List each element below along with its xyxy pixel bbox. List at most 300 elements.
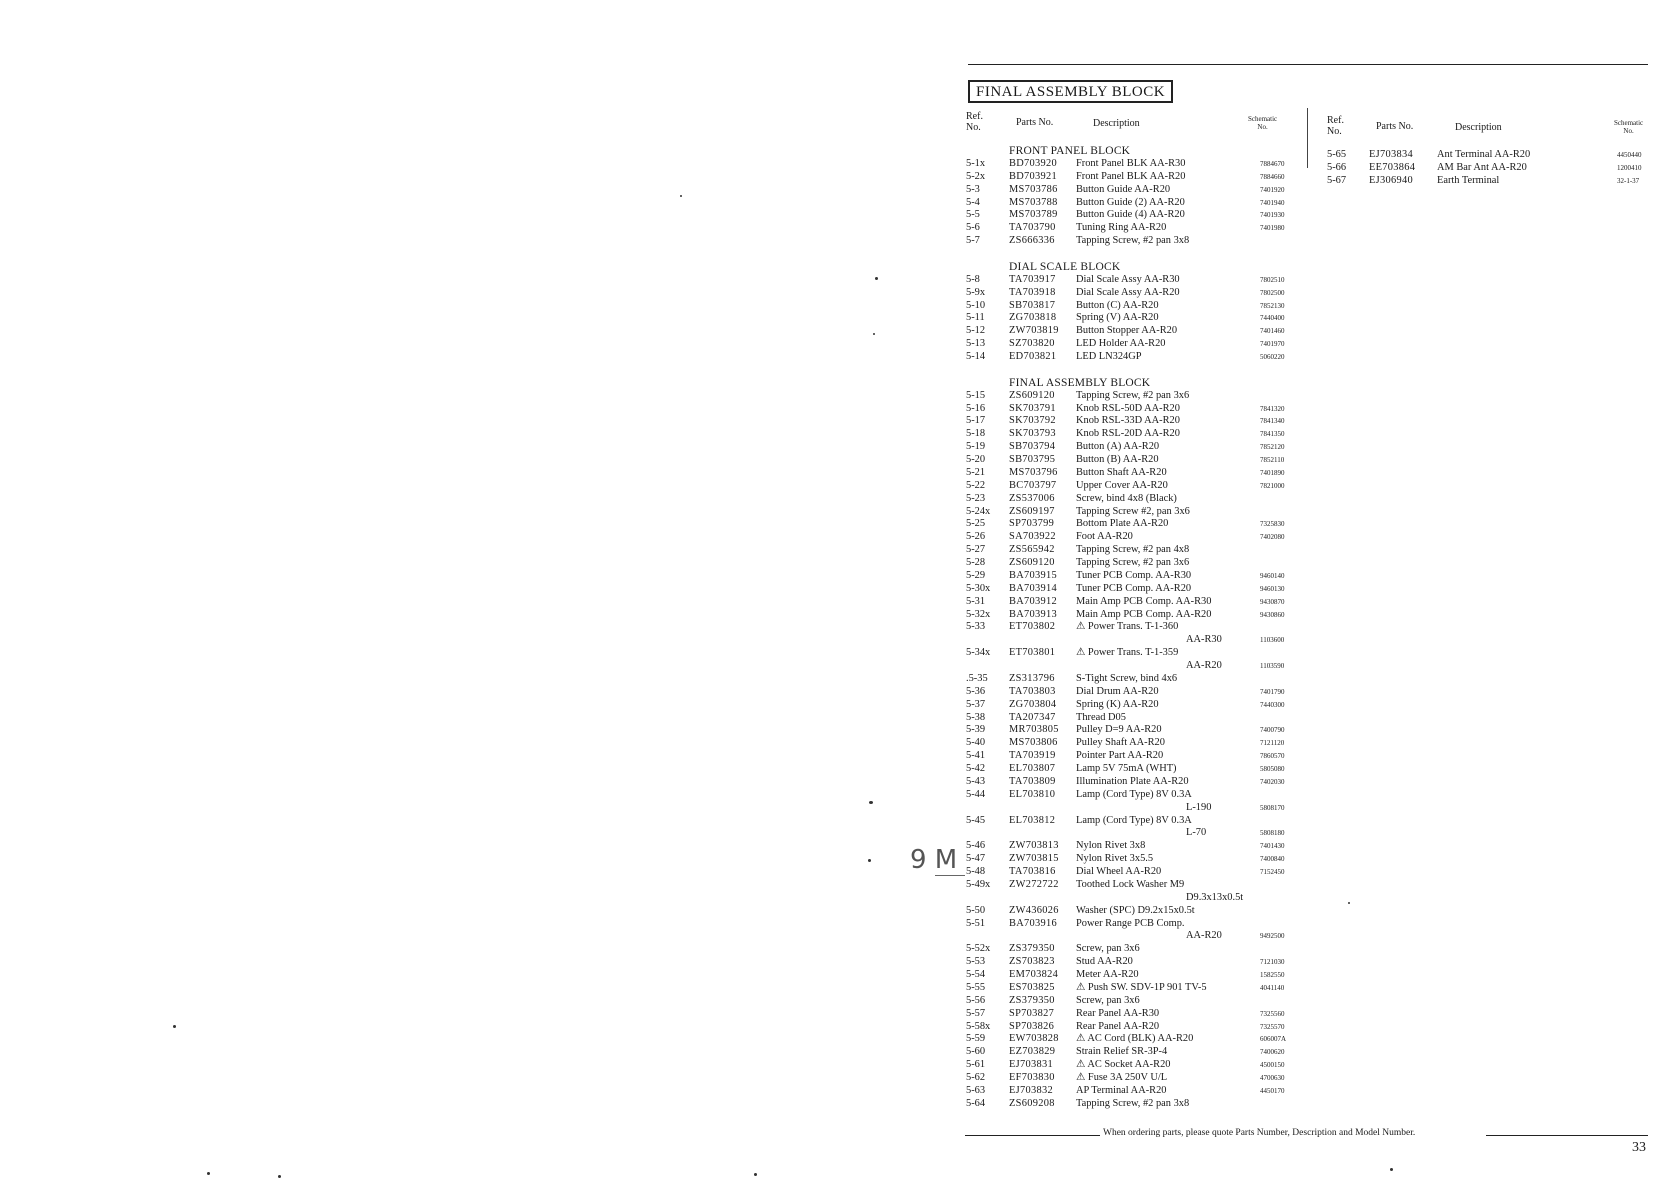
part-number: EL703812	[1009, 814, 1056, 826]
part-number: ZS609120	[1009, 389, 1055, 401]
part-description: Knob RSL-20D AA-R20	[1076, 428, 1180, 440]
schematic-number: 5808170	[1260, 803, 1285, 812]
table-row	[966, 647, 1296, 660]
part-description: Pointer Part AA-R20	[1076, 750, 1164, 762]
part-number: EJ703832	[1009, 1084, 1053, 1096]
ref-number: 5-53	[966, 956, 986, 968]
table-row	[966, 763, 1296, 776]
ref-number: 5-29	[966, 569, 986, 581]
table-row	[966, 583, 1296, 596]
ref-number: 5-18	[966, 428, 986, 440]
table-row	[966, 712, 1296, 725]
description-continuation: AA-R20	[1186, 930, 1222, 942]
schematic-number: 7401460	[1260, 327, 1285, 336]
part-description: ⚠ Fuse 3A 250V U/L	[1076, 1072, 1168, 1083]
table-row	[966, 209, 1296, 222]
part-description: Screw, pan 3x6	[1076, 994, 1140, 1006]
header-desc-right: Description	[1455, 122, 1502, 133]
ref-number: 5-11	[966, 312, 985, 324]
schematic-number: 7440300	[1260, 700, 1285, 709]
table-row	[966, 660, 1296, 673]
part-number: BA703916	[1009, 917, 1058, 929]
part-description: Earth Terminal	[1437, 174, 1500, 186]
ref-number: 5-14	[966, 351, 986, 362]
table-row	[966, 441, 1296, 454]
table-row	[1327, 175, 1657, 188]
schematic-number: 7121030	[1260, 958, 1285, 967]
part-description: Tapping Screw, #2 pan 3x6	[1076, 557, 1190, 568]
ref-number: 5-3	[966, 183, 980, 195]
part-number: ZS537006	[1009, 492, 1055, 504]
ref-number: .5-35	[966, 672, 988, 684]
table-row	[966, 853, 1296, 866]
part-number: MR703805	[1009, 724, 1059, 736]
scan-speck	[754, 1173, 757, 1176]
ref-number: 5-26	[966, 531, 986, 543]
part-number: ZG703818	[1009, 312, 1057, 324]
ref-number: 5-19	[966, 441, 986, 453]
schematic-number: 7401890	[1260, 468, 1285, 477]
schematic-number: 32-1-37	[1617, 176, 1640, 185]
part-number: BA703912	[1009, 595, 1058, 607]
part-number: SZ703820	[1009, 338, 1055, 350]
table-row	[966, 905, 1296, 918]
scan-speck	[873, 333, 875, 335]
part-description: Foot AA-R20	[1076, 531, 1133, 543]
schematic-number: 4450170	[1260, 1086, 1285, 1095]
part-description: Screw, bind 4x8 (Black)	[1076, 492, 1177, 504]
schematic-number: 7400790	[1260, 726, 1285, 735]
ref-number: 5-13	[966, 338, 986, 350]
schematic-number: 7401970	[1260, 340, 1285, 349]
section-heading-row	[966, 145, 1296, 158]
part-number: BA703913	[1009, 608, 1058, 620]
schematic-number: 7402080	[1260, 533, 1285, 542]
ref-number: 5-31	[966, 595, 986, 607]
table-row	[966, 673, 1296, 686]
ref-number: 5-15	[966, 389, 986, 401]
schematic-number: 9460130	[1260, 584, 1285, 593]
ref-number: 5-8	[966, 273, 980, 285]
part-description: Main Amp PCB Comp. AA-R30	[1076, 595, 1212, 607]
part-description: Button (B) AA-R20	[1076, 454, 1159, 465]
part-number: ZS379350	[1009, 994, 1055, 1006]
schematic-number: 9460140	[1260, 571, 1285, 580]
ref-number: 5-45	[966, 814, 986, 826]
schematic-number: 7440400	[1260, 314, 1285, 323]
part-description: Screw, pan 3x6	[1076, 943, 1140, 955]
table-row	[966, 918, 1296, 931]
schematic-number: 5805080	[1260, 765, 1285, 773]
column-divider	[1307, 108, 1308, 168]
part-number: ET703801	[1009, 647, 1056, 659]
ref-number: 5-64	[966, 1097, 986, 1109]
part-description: Thread D05	[1076, 711, 1126, 723]
part-number: MS703786	[1009, 183, 1058, 195]
part-description: Dial Scale Assy AA-R30	[1076, 273, 1180, 285]
scan-speck	[1348, 902, 1350, 904]
part-number: TA207347	[1009, 711, 1056, 723]
schematic-number: 7841340	[1260, 417, 1285, 426]
table-row	[966, 699, 1296, 712]
schematic-number: 7152450	[1260, 868, 1285, 876]
ref-number: 5-2x	[966, 170, 986, 182]
part-number: TA703918	[1009, 286, 1056, 298]
part-description: Front Panel BLK AA-R20	[1076, 170, 1186, 182]
table-row	[966, 570, 1296, 583]
schematic-number: 7401980	[1260, 224, 1285, 233]
ref-number: 5-5	[966, 209, 980, 221]
ref-number: 5-66	[1327, 161, 1347, 173]
schematic-number: 1103590	[1260, 662, 1285, 670]
part-description: Tuning Ring AA-R20	[1076, 222, 1167, 234]
table-row	[966, 686, 1296, 699]
footer-rule-left	[965, 1135, 1100, 1136]
part-number: EL703810	[1009, 788, 1056, 800]
schematic-number: 9430860	[1260, 610, 1285, 619]
ref-number: 5-63	[966, 1084, 986, 1096]
part-number: SP703826	[1009, 1020, 1055, 1032]
ref-number: 5-40	[966, 737, 986, 749]
part-number: BD703920	[1009, 157, 1058, 169]
part-number: SK703793	[1009, 428, 1056, 440]
ref-number: 5-23	[966, 492, 986, 504]
table-row	[966, 557, 1296, 570]
handwritten-underline	[935, 875, 965, 876]
part-description: Tapping Screw, #2 pan 3x6	[1076, 389, 1190, 401]
ref-number: 5-16	[966, 402, 986, 414]
footer-note: When ordering parts, please quote Parts Number, Description and Model Number.	[1103, 1128, 1416, 1138]
schematic-number: 7852120	[1260, 443, 1285, 452]
description-continuation: D9.3x13x0.5t	[1186, 891, 1244, 903]
ref-number: 5-49x	[966, 878, 991, 890]
part-description: Ant Terminal AA-R20	[1437, 149, 1531, 160]
part-number: ZG703804	[1009, 698, 1057, 710]
part-number: ZS703823	[1009, 956, 1055, 968]
table-row	[966, 943, 1296, 956]
ref-number: 5-37	[966, 698, 986, 710]
ref-number: 5-43	[966, 775, 986, 787]
table-row	[966, 235, 1296, 248]
table-row	[966, 892, 1296, 905]
table-row	[966, 956, 1296, 969]
table-row	[966, 982, 1296, 995]
page-title: FINAL ASSEMBLY BLOCK	[968, 80, 1173, 103]
ref-number: 5-36	[966, 685, 986, 697]
table-row	[966, 995, 1296, 1008]
ref-number: 5-44	[966, 788, 986, 800]
part-number: MS703796	[1009, 466, 1058, 478]
part-description: Button Guide (4) AA-R20	[1076, 209, 1185, 221]
part-description: Toothed Lock Washer M9	[1076, 878, 1185, 890]
table-row	[966, 351, 1296, 364]
description-continuation: AA-R20	[1186, 660, 1222, 671]
table-row	[966, 737, 1296, 750]
section-heading-row	[966, 261, 1296, 274]
description-continuation: L-70	[1186, 827, 1207, 839]
ref-number: 5-59	[966, 1033, 986, 1045]
part-description: AP Terminal AA-R20	[1076, 1084, 1167, 1096]
ref-number: 5-46	[966, 840, 986, 852]
part-description: Illumination Plate AA-R20	[1076, 775, 1189, 787]
part-number: ZS609197	[1009, 505, 1055, 517]
part-description: Tapping Screw, #2 pan 3x8	[1076, 1097, 1190, 1109]
ref-number: 5-10	[966, 299, 986, 311]
schematic-number: 4450440	[1617, 151, 1642, 159]
header-sch: Schematic No.	[1248, 115, 1278, 131]
part-number: ZW703813	[1009, 840, 1059, 852]
table-row	[966, 827, 1296, 840]
part-number: EW703828	[1009, 1033, 1059, 1045]
table-row	[1327, 162, 1657, 175]
part-number: TA703790	[1009, 222, 1056, 234]
schematic-number: 7841350	[1260, 430, 1285, 439]
table-row	[966, 390, 1296, 403]
table-row	[966, 531, 1296, 544]
part-number: ZS379350	[1009, 943, 1055, 955]
part-number: ZW436026	[1009, 904, 1059, 916]
table-row	[966, 312, 1296, 325]
part-number: EJ703831	[1009, 1059, 1053, 1071]
ref-number: 5-28	[966, 557, 986, 568]
ref-number: 5-51	[966, 917, 986, 929]
part-description: Meter AA-R20	[1076, 969, 1139, 980]
section-heading-row	[966, 377, 1296, 390]
ref-number: 5-20	[966, 454, 986, 465]
part-description: Power Range PCB Comp.	[1076, 917, 1185, 929]
schematic-number: 7121120	[1260, 739, 1285, 748]
scan-speck	[868, 859, 871, 862]
table-row	[966, 802, 1296, 815]
section-heading: DIAL SCALE BLOCK	[1009, 260, 1121, 273]
table-row	[966, 596, 1296, 609]
part-description: Upper Cover AA-R20	[1076, 479, 1168, 491]
part-description: ⚠ AC Socket AA-R20	[1076, 1059, 1171, 1071]
schematic-number: 9430870	[1260, 597, 1285, 606]
schematic-number: 7841320	[1260, 404, 1285, 413]
ref-number: 5-52x	[966, 943, 991, 955]
part-number: ZW703819	[1009, 325, 1059, 337]
table-row	[966, 1072, 1296, 1085]
part-number: BA703914	[1009, 582, 1058, 594]
table-row	[966, 724, 1296, 737]
header-desc: Description	[1093, 118, 1140, 129]
table-row	[966, 274, 1296, 287]
ref-number: 5-58x	[966, 1020, 991, 1032]
parts-table-left	[966, 145, 1296, 1111]
part-number: SA703922	[1009, 531, 1056, 543]
part-number: BA703915	[1009, 569, 1058, 581]
part-description: Bottom Plate AA-R20	[1076, 518, 1169, 530]
part-description: Knob RSL-33D AA-R20	[1076, 415, 1180, 427]
scan-speck	[1390, 1168, 1393, 1171]
schematic-number: 7325830	[1260, 520, 1285, 529]
part-description: S-Tight Screw, bind 4x6	[1076, 672, 1178, 684]
ref-number: 5-61	[966, 1059, 986, 1071]
ref-number: 5-50	[966, 904, 986, 916]
part-number: SB703794	[1009, 441, 1056, 453]
scan-speck	[173, 1025, 176, 1028]
part-number: SK703792	[1009, 415, 1056, 427]
part-description: AM Bar Ant AA-R20	[1437, 161, 1527, 173]
ref-number: 5-48	[966, 866, 986, 877]
scan-speck	[207, 1172, 210, 1175]
schematic-number: 7821000	[1260, 481, 1285, 490]
header-ref: Ref. No.	[966, 111, 983, 133]
part-description: ⚠ Power Trans. T-1-359	[1076, 647, 1179, 659]
ref-number: 5-32x	[966, 608, 991, 620]
table-row	[966, 866, 1296, 879]
part-number: ET703802	[1009, 621, 1056, 633]
ref-number: 5-30x	[966, 582, 991, 594]
part-description: Pulley D=9 AA-R20	[1076, 724, 1162, 736]
part-description: Main Amp PCB Comp. AA-R20	[1076, 608, 1212, 620]
schematic-number: 7802510	[1260, 275, 1285, 284]
ref-number: 5-67	[1327, 174, 1347, 186]
part-number: EJ703834	[1369, 149, 1413, 160]
schematic-number: 7852130	[1260, 301, 1285, 310]
part-number: EZ703829	[1009, 1046, 1056, 1058]
ref-number: 5-62	[966, 1072, 986, 1083]
part-description: Strain Relief SR-3P-4	[1076, 1046, 1168, 1058]
part-description: ⚠ Push SW. SDV-1P 901 TV-5	[1076, 981, 1207, 993]
table-row	[966, 171, 1296, 184]
part-description: Tuner PCB Comp. AA-R20	[1076, 582, 1192, 594]
part-number: ZS609208	[1009, 1097, 1055, 1109]
part-number: ZS609120	[1009, 557, 1055, 568]
ref-number: 5-21	[966, 466, 986, 478]
ref-number: 5-47	[966, 853, 986, 865]
section-gap	[966, 364, 1296, 377]
schematic-number: 4700630	[1260, 1074, 1285, 1082]
schematic-number: 9492500	[1260, 932, 1285, 941]
table-row	[966, 480, 1296, 493]
ref-number: 5-65	[1327, 149, 1347, 160]
part-description: Button Shaft AA-R20	[1076, 466, 1167, 478]
ref-number: 5-57	[966, 1007, 986, 1019]
schematic-number: 7401790	[1260, 687, 1285, 696]
part-description: Tapping Screw, #2 pan 4x8	[1076, 544, 1190, 556]
page-number: 33	[1632, 1140, 1646, 1155]
schematic-number: 7402030	[1260, 777, 1285, 786]
schematic-number: 1103600	[1260, 636, 1285, 645]
table-row	[966, 609, 1296, 622]
schematic-number: 7325570	[1260, 1022, 1285, 1031]
part-number: EJ306940	[1369, 174, 1413, 186]
scan-speck	[875, 277, 878, 280]
section-gap	[966, 248, 1296, 261]
part-description: Spring (K) AA-R20	[1076, 698, 1159, 710]
schematic-number: 7852110	[1260, 456, 1285, 464]
table-row	[966, 969, 1296, 982]
part-number: EE703864	[1369, 161, 1416, 173]
table-row	[966, 197, 1296, 210]
part-description: Button Guide (2) AA-R20	[1076, 196, 1185, 208]
schematic-number: 5060220	[1260, 353, 1285, 361]
table-row	[966, 634, 1296, 647]
schematic-number: 7325560	[1260, 1009, 1285, 1018]
table-row	[966, 840, 1296, 853]
part-number: SB703817	[1009, 299, 1056, 311]
part-description: LED Holder AA-R20	[1076, 338, 1166, 350]
ref-number: 5-38	[966, 711, 986, 723]
parts-table-right	[1327, 149, 1657, 188]
part-description: Rear Panel AA-R20	[1076, 1020, 1160, 1032]
ref-number: 5-9x	[966, 286, 986, 298]
part-description: Button Stopper AA-R20	[1076, 325, 1178, 337]
table-row	[966, 428, 1296, 441]
header-parts-right: Parts No.	[1376, 121, 1414, 132]
table-row	[966, 1008, 1296, 1021]
ref-number: 5-7	[966, 235, 980, 247]
part-description: Tapping Screw, #2 pan 3x8	[1076, 235, 1190, 247]
table-row	[1327, 149, 1657, 162]
part-description: ⚠ AC Cord (BLK) AA-R20	[1076, 1033, 1194, 1045]
part-description: Lamp 5V 75mA (WHT)	[1076, 763, 1177, 774]
part-number: ED703821	[1009, 351, 1057, 362]
part-description: Washer (SPC) D9.2x15x0.5t	[1076, 904, 1195, 916]
table-row	[966, 184, 1296, 197]
table-row	[966, 621, 1296, 634]
table-row	[966, 300, 1296, 313]
schematic-number: 7400840	[1260, 855, 1285, 864]
part-number: ZS565942	[1009, 544, 1055, 556]
part-number: SB703795	[1009, 454, 1056, 465]
part-number: SP703799	[1009, 518, 1055, 530]
part-description: ⚠ Power Trans. T-1-360	[1076, 621, 1179, 633]
table-row	[966, 467, 1296, 480]
part-description: Nylon Rivet 3x8	[1076, 840, 1146, 852]
table-row	[966, 325, 1296, 338]
ref-number: 5-25	[966, 518, 986, 530]
table-row	[966, 1033, 1296, 1046]
part-number: EL703807	[1009, 763, 1056, 774]
table-row	[966, 222, 1296, 235]
part-description: Pulley Shaft AA-R20	[1076, 737, 1165, 749]
schematic-number: 7884660	[1260, 172, 1285, 181]
schematic-number: 5808180	[1260, 829, 1285, 838]
description-continuation: L-190	[1186, 801, 1212, 813]
part-description: LED LN324GP	[1076, 351, 1142, 362]
part-number: ZS313796	[1009, 672, 1055, 684]
table-row	[966, 403, 1296, 416]
schematic-number: 4041140	[1260, 983, 1285, 992]
ref-number: 5-6	[966, 222, 980, 234]
table-row	[966, 1021, 1296, 1034]
ref-number: 5-22	[966, 479, 986, 491]
part-description: Button Guide AA-R20	[1076, 183, 1171, 195]
handwritten-note: 9 M	[910, 845, 958, 875]
schematic-number: 1582550	[1260, 971, 1285, 979]
ref-number: 5-1x	[966, 157, 986, 169]
part-description: Dial Drum AA-R20	[1076, 685, 1159, 697]
table-row	[966, 338, 1296, 351]
part-description: Tapping Screw #2, pan 3x6	[1076, 505, 1190, 517]
schematic-number: 7884670	[1260, 159, 1285, 168]
table-row	[966, 158, 1296, 171]
schematic-number: 1200410	[1617, 163, 1642, 172]
section-heading: FINAL ASSEMBLY BLOCK	[1009, 376, 1151, 389]
part-description: Stud AA-R20	[1076, 956, 1133, 968]
table-row	[966, 1085, 1296, 1098]
header-ref-right: Ref. No.	[1327, 115, 1344, 137]
part-number: SP703827	[1009, 1007, 1055, 1019]
table-row	[966, 1059, 1296, 1072]
table-row	[966, 776, 1296, 789]
part-description: Knob RSL-50D AA-R20	[1076, 402, 1180, 414]
part-description: Button (A) AA-R20	[1076, 441, 1160, 453]
header-sch-right: Schematic No.	[1614, 119, 1644, 135]
